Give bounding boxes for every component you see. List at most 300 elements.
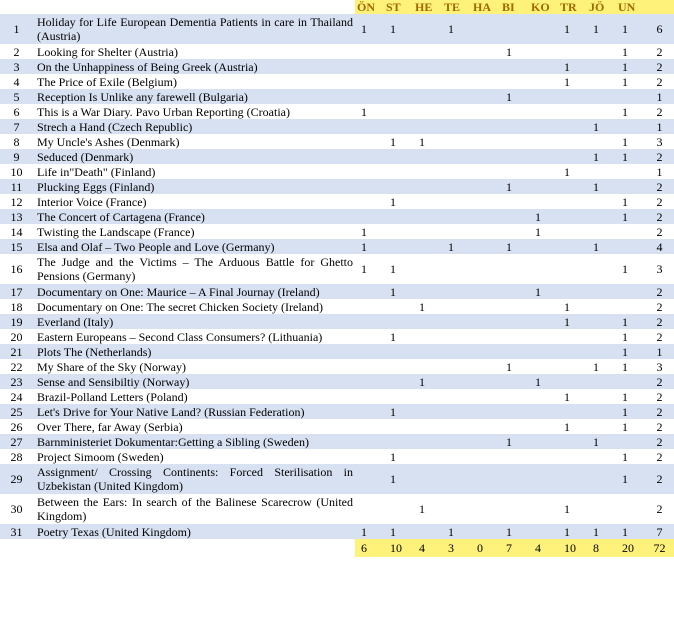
row-cell [529,329,558,344]
row-cell [413,74,442,89]
row-cell [616,299,645,314]
row-cell [471,389,500,404]
row-cell: 1 [390,134,396,149]
row-number: 16 [10,262,23,276]
row-cell: 1 [564,524,570,539]
row-cell [384,89,413,104]
row-cell: 1 [622,262,628,276]
row-cell [355,329,384,344]
row-cell [587,74,616,89]
row-cell: 1 [622,359,628,374]
row-cell [471,194,500,209]
row-title: Assignment/ Crossing Continents: Forced Sterilisation in Uzbekistan (United Kingdom) [37,465,353,493]
row-cell [471,464,500,494]
row-cell: 1 [390,194,396,209]
table-row [0,374,674,389]
row-number: 6 [13,104,20,119]
row-cell [471,59,500,74]
row-cell: 1 [390,404,396,419]
totals-blank [33,539,355,557]
row-cell [529,179,558,194]
row-cell [558,224,587,239]
row-cell [384,149,413,164]
row-title: Poetry Texas (United Kingdom) [37,524,191,539]
row-cell [413,524,442,539]
row-cell [529,59,558,74]
row-cell [442,284,471,299]
row-cell [442,119,471,134]
column-total: 8 [587,539,616,557]
row-total: 3 [656,359,663,374]
table-row [0,524,674,539]
row-cell [558,104,587,119]
column-total: 7 [500,539,529,557]
row-total: 1 [656,164,663,179]
row-total: 2 [656,284,663,299]
row-cell [413,464,442,494]
row-cell [471,524,500,539]
row-cell: 1 [622,44,628,59]
row-title: Holiday for Life European Dementia Patients in care in Thailand (Austria) [37,15,353,43]
row-cell [587,104,616,119]
row-cell [587,344,616,359]
column-header: ST [384,0,413,14]
row-cell [471,149,500,164]
row-cell [442,104,471,119]
row-cell [558,134,587,149]
row-cell [413,14,442,44]
row-cell [529,74,558,89]
row-cell [413,449,442,464]
row-cell [529,299,558,314]
row-title: Plots The (Netherlands) [37,344,152,359]
row-cell: 1 [564,502,570,516]
row-cell [558,434,587,449]
row-cell [471,179,500,194]
row-total: 2 [656,74,663,89]
row-cell [355,404,384,419]
row-cell [442,74,471,89]
row-cell [616,374,645,389]
row-cell [500,224,529,239]
row-cell [413,329,442,344]
row-cell [355,59,384,74]
row-cell [558,284,587,299]
column-total: 6 [355,539,384,557]
row-cell [500,254,529,284]
row-cell: 1 [622,419,628,434]
row-cell [442,464,471,494]
row-title: Everland (Italy) [37,314,114,329]
row-cell [587,299,616,314]
row-cell [413,104,442,119]
row-cell: 1 [622,22,628,36]
row-cell [558,179,587,194]
row-cell: 1 [419,134,425,149]
row-total: 2 [656,389,663,404]
row-number: 7 [13,119,20,134]
row-cell [355,344,384,359]
row-number: 22 [10,359,23,374]
row-cell [558,239,587,254]
table-row [0,149,674,164]
table-row [0,179,674,194]
row-title: Seduced (Denmark) [37,149,134,164]
row-cell [529,404,558,419]
row-number: 2 [13,44,20,59]
table-row [0,134,674,149]
row-cell: 1 [361,239,367,254]
row-cell [471,284,500,299]
row-cell: 1 [593,179,599,194]
row-cell [355,179,384,194]
row-cell [500,494,529,524]
row-cell [442,89,471,104]
row-cell [442,359,471,374]
row-number: 31 [10,524,23,539]
row-cell [529,494,558,524]
row-cell: 1 [506,359,512,374]
table-row [0,344,674,359]
row-number: 9 [13,149,20,164]
row-total: 2 [656,329,663,344]
row-cell [413,434,442,449]
row-cell [587,194,616,209]
row-total: 2 [656,472,663,486]
row-total: 2 [656,209,663,224]
row-cell [616,179,645,194]
row-cell [558,404,587,419]
row-cell: 1 [564,164,570,179]
row-cell [500,389,529,404]
row-title: Let's Drive for Your Native Land? (Russian Federation) [37,404,305,419]
row-cell [500,74,529,89]
row-number: 8 [13,134,20,149]
row-cell [529,449,558,464]
row-cell: 1 [390,449,396,464]
row-number: 13 [10,209,23,224]
row-cell: 1 [535,209,541,224]
table-row [0,284,674,299]
row-number: 20 [10,329,23,344]
row-total: 1 [656,119,663,134]
column-header: ÖN [355,0,384,14]
row-cell [355,149,384,164]
row-number: 15 [10,239,23,254]
row-cell [471,404,500,419]
row-cell: 1 [535,284,541,299]
row-cell [558,209,587,224]
row-cell [355,134,384,149]
row-cell [500,449,529,464]
row-cell [355,494,384,524]
row-cell [413,314,442,329]
row-total: 2 [656,314,663,329]
row-number: 18 [10,299,23,314]
row-cell: 1 [506,44,512,59]
row-cell [529,14,558,44]
column-header: BI [500,0,529,14]
row-cell: 1 [564,299,570,314]
row-cell: 1 [506,239,512,254]
row-number: 12 [10,194,23,209]
row-cell [384,494,413,524]
row-cell [587,134,616,149]
row-title: Eastern Europeans – Second Class Consumers? (Lithuania) [37,329,323,344]
row-cell [529,164,558,179]
row-cell [616,224,645,239]
row-cell [413,44,442,59]
row-cell [500,209,529,224]
row-title: Interior Voice (France) [37,194,147,209]
row-cell [500,419,529,434]
row-cell [384,239,413,254]
row-cell: 1 [622,194,628,209]
row-cell: 1 [564,389,570,404]
row-cell [616,119,645,134]
row-number: 26 [10,419,23,434]
row-cell: 1 [593,149,599,164]
row-cell: 1 [564,314,570,329]
row-cell: 1 [390,472,396,486]
row-cell [558,344,587,359]
row-cell: 1 [622,472,628,486]
row-cell [587,59,616,74]
row-cell [558,194,587,209]
row-cell: 1 [622,59,628,74]
header-blank [0,0,33,14]
row-cell [471,494,500,524]
row-cell [442,449,471,464]
row-total: 2 [656,179,663,194]
table-row [0,119,674,134]
row-total: 3 [656,262,663,276]
row-total: 2 [656,299,663,314]
row-cell [355,284,384,299]
row-title: The Concert of Cartagena (France) [37,209,205,224]
row-cell [355,389,384,404]
row-cell [500,194,529,209]
row-cell [384,104,413,119]
row-cell [587,224,616,239]
table-row [0,464,674,494]
row-cell [355,209,384,224]
row-cell [413,209,442,224]
row-title: Reception Is Unlike any farewell (Bulgaria) [37,89,248,104]
row-cell [500,104,529,119]
row-cell [471,374,500,389]
table-row [0,359,674,374]
row-cell [616,89,645,104]
row-cell [355,374,384,389]
row-title: Plucking Eggs (Finland) [37,179,155,194]
row-cell [355,44,384,59]
row-title: Documentary on One: Maurice – A Final Journay (Ireland) [37,284,320,299]
row-cell [442,374,471,389]
row-cell [384,59,413,74]
row-cell: 1 [390,524,396,539]
row-cell [558,149,587,164]
column-header: UN [616,0,645,14]
row-cell: 1 [622,104,628,119]
table-row [0,104,674,119]
table-row [0,59,674,74]
row-title: My Share of the Sky (Norway) [37,359,186,374]
row-total: 1 [656,89,663,104]
row-cell: 1 [506,89,512,104]
row-cell [413,164,442,179]
row-cell [384,434,413,449]
row-cell [616,164,645,179]
row-cell [587,164,616,179]
row-cell [413,389,442,404]
table-body [0,14,674,539]
row-cell [413,359,442,374]
row-total: 2 [656,419,663,434]
row-cell [471,419,500,434]
row-title: Barnministeriet Dokumentar:Getting a Sibling (Sweden) [37,434,309,449]
row-cell [355,419,384,434]
row-cell [413,224,442,239]
row-cell [413,149,442,164]
row-cell [558,44,587,59]
row-title: Sense and Sensibiltiy (Norway) [37,374,190,389]
row-number: 25 [10,404,23,419]
table-row [0,254,674,284]
row-cell [413,239,442,254]
row-cell: 1 [448,22,454,36]
row-cell [529,464,558,494]
row-cell [355,434,384,449]
row-cell: 1 [593,239,599,254]
row-cell [500,344,529,359]
row-cell [384,224,413,239]
table-row [0,404,674,419]
table-row [0,449,674,464]
row-cell [471,209,500,224]
column-header: KO [529,0,558,14]
row-cell [355,164,384,179]
row-total: 4 [656,239,663,254]
row-cell [442,194,471,209]
row-cell [355,449,384,464]
row-total: 2 [656,194,663,209]
row-cell [529,194,558,209]
row-number: 19 [10,314,23,329]
row-cell [442,44,471,59]
row-cell: 1 [506,179,512,194]
row-cell: 1 [361,524,367,539]
row-cell [558,449,587,464]
row-cell [500,284,529,299]
row-cell [587,254,616,284]
row-total: 2 [656,502,663,516]
row-total: 2 [656,104,663,119]
row-number: 21 [10,344,23,359]
row-cell [471,164,500,179]
row-cell [413,404,442,419]
row-cell [500,134,529,149]
row-cell [529,254,558,284]
row-total: 2 [656,224,663,239]
column-header: TE [442,0,471,14]
row-number: 29 [10,472,23,486]
row-cell [587,374,616,389]
row-cell [442,389,471,404]
row-cell: 1 [564,74,570,89]
row-cell: 1 [564,419,570,434]
totals-blank [0,539,33,557]
row-number: 27 [10,434,23,449]
row-cell [616,494,645,524]
row-total: 2 [656,449,663,464]
header-row [0,0,674,14]
row-cell [500,119,529,134]
row-cell [413,89,442,104]
row-title: Over There, far Away (Serbia) [37,419,183,434]
row-cell [442,149,471,164]
table-row [0,314,674,329]
table-row [0,329,674,344]
column-total: 10 [384,539,413,557]
row-cell [384,299,413,314]
row-cell [355,194,384,209]
row-cell [413,284,442,299]
row-cell [471,89,500,104]
row-cell [587,89,616,104]
row-number: 28 [10,449,23,464]
row-cell [442,329,471,344]
row-cell [442,59,471,74]
table-row [0,89,674,104]
row-cell: 1 [564,22,570,36]
row-cell [500,149,529,164]
row-cell [587,419,616,434]
row-cell [529,344,558,359]
table-row [0,44,674,59]
table-row [0,434,674,449]
row-total: 2 [656,374,663,389]
totals-row [0,539,674,557]
row-cell [471,224,500,239]
row-cell [442,224,471,239]
row-cell [500,164,529,179]
row-cell [587,404,616,419]
row-cell [558,329,587,344]
row-cell [529,434,558,449]
row-cell: 1 [564,59,570,74]
row-cell [529,149,558,164]
row-number: 3 [13,59,20,74]
row-cell [384,74,413,89]
row-cell [471,344,500,359]
row-cell: 1 [622,389,628,404]
row-cell [529,239,558,254]
column-total: 20 [616,539,645,557]
row-cell [442,434,471,449]
column-total: 3 [442,539,471,557]
column-header-total [645,0,674,14]
column-total: 4 [529,539,558,557]
column-total: 0 [471,539,500,557]
row-total: 2 [656,59,663,74]
row-cell [384,344,413,359]
row-cell [471,74,500,89]
row-cell [442,404,471,419]
row-cell [500,374,529,389]
row-cell [529,389,558,404]
row-number: 30 [10,502,23,516]
